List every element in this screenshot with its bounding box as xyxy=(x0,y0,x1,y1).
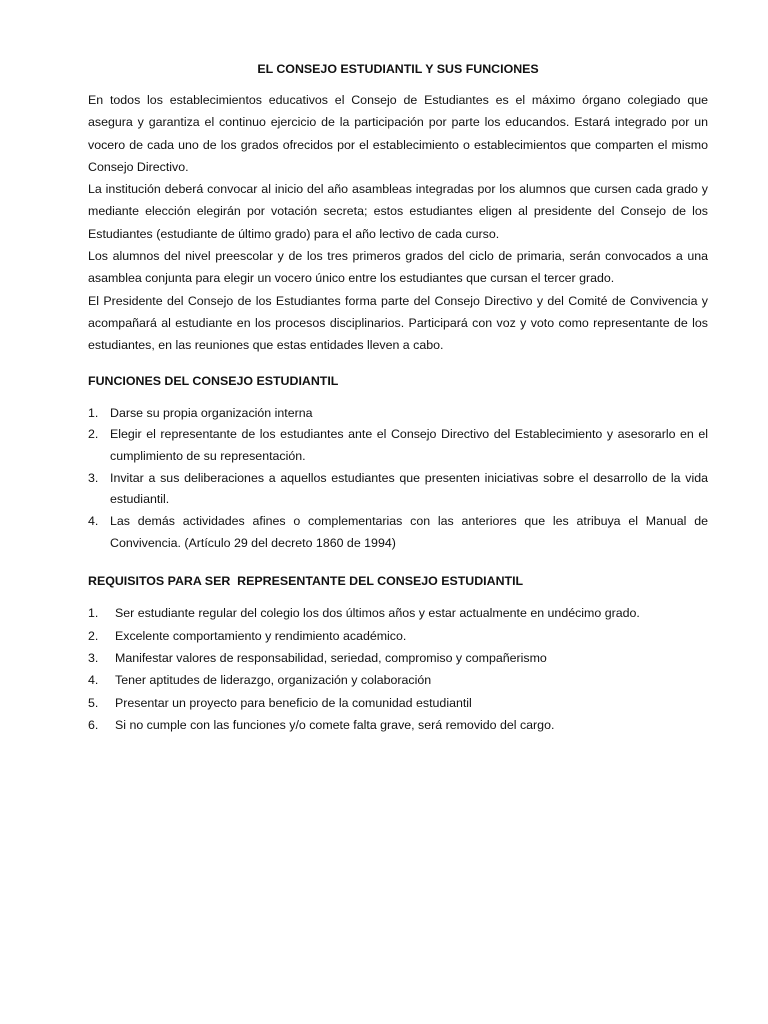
list-item-text: Invitar a sus deliberaciones a aquellos estudiantes que presenten iniciativas sobre el desarrollo de la vida estudiantil. xyxy=(110,470,708,507)
list-item xyxy=(88,714,708,736)
list-item-number: 6. xyxy=(88,717,99,732)
paragraph-1: En todos los establecimientos educativos el Consejo de Estudiantes es el máximo órgano colegiado que asegura y garantiza el continuo ejercicio de la participación por parte los educandos. Estará integrado por un vocero de cada uno de los grados ofrecidos por el establecimiento o establecimientos que comparten el mismo Consejo Directivo. xyxy=(88,93,708,174)
list-item xyxy=(88,625,708,647)
list-item xyxy=(88,602,708,624)
list-item xyxy=(88,647,708,669)
list-item-number: 2. xyxy=(88,628,99,643)
list-item-text: Excelente comportamiento y rendimiento académico. xyxy=(115,628,407,643)
list-item xyxy=(88,468,708,511)
paragraph-2: La institución deberá convocar al inicio del año asambleas integradas por los alumnos que cursen cada grado y mediante elección elegirán por votación secreta; estos estudiantes eligen al presidente del Consejo de los Estudiantes (estudiante de último grado) para el año lectivo de cada curso. xyxy=(88,182,708,241)
list-item-number: 1. xyxy=(88,405,99,420)
functions-heading: FUNCIONES DEL CONSEJO ESTUDIANTIL xyxy=(88,373,339,388)
list-item-text: Manifestar valores de responsabilidad, seriedad, compromiso y compañerismo xyxy=(115,651,547,666)
list-item-number: 2. xyxy=(88,427,99,442)
list-item-text: Si no cumple con las funciones y/o comete falta grave, será removido del cargo. xyxy=(115,717,555,732)
list-item-number: 3. xyxy=(88,651,99,666)
list-item-number: 1. xyxy=(88,606,99,621)
paragraph-4: El Presidente del Consejo de los Estudiantes forma parte del Consejo Directivo y del Comité de Convivencia y acompañará al estudiante en los procesos disciplinarios. Participará con voz y voto como representante de los estudiantes, en las reuniones que estas entidades lleven a cabo. xyxy=(88,293,708,353)
list-item xyxy=(88,511,708,554)
list-item-text: Ser estudiante regular del colegio los dos últimos años y estar actualmente en undécimo grado. xyxy=(115,606,640,621)
list-item-number: 4. xyxy=(88,514,99,529)
list-item xyxy=(88,692,708,714)
list-item-number: 3. xyxy=(88,470,99,485)
paragraph-3: Los alumnos del nivel preescolar y de los tres primeros grados del ciclo de primaria, serán convocados a una asamblea conjunta para elegir un vocero único entre los estudiantes que cursan el tercer grado. xyxy=(88,249,708,286)
list-item-number: 5. xyxy=(88,695,99,710)
list-item xyxy=(88,403,708,425)
list-item-text: Tener aptitudes de liderazgo, organización y colaboración xyxy=(115,673,432,688)
list-item-text: Elegir el representante de los estudiantes ante el Consejo Directivo del Establecimiento y asesorarlo en el cumplimiento de su representación. xyxy=(110,427,708,463)
list-item-number: 4. xyxy=(88,673,99,688)
list-item xyxy=(88,424,708,467)
requirements-heading: REQUISITOS PARA SER REPRESENTANTE DEL CONSEJO ESTUDIANTIL xyxy=(88,574,524,589)
list-item-text: Las demás actividades afines o complementarias con las anteriores que les atribuya el Manual de Convivencia. (Artículo 29 del decreto 1860 de 1994) xyxy=(110,514,708,550)
list-item xyxy=(88,669,708,691)
document-title: EL CONSEJO ESTUDIANTIL Y SUS FUNCIONES xyxy=(257,62,539,76)
list-item-text: Presentar un proyecto para beneficio de la comunidad estudiantil xyxy=(115,695,472,710)
requirements-list xyxy=(88,602,708,736)
list-item-text: Darse su propia organización interna xyxy=(110,405,313,420)
functions-list xyxy=(88,403,708,555)
document-page xyxy=(88,60,708,736)
